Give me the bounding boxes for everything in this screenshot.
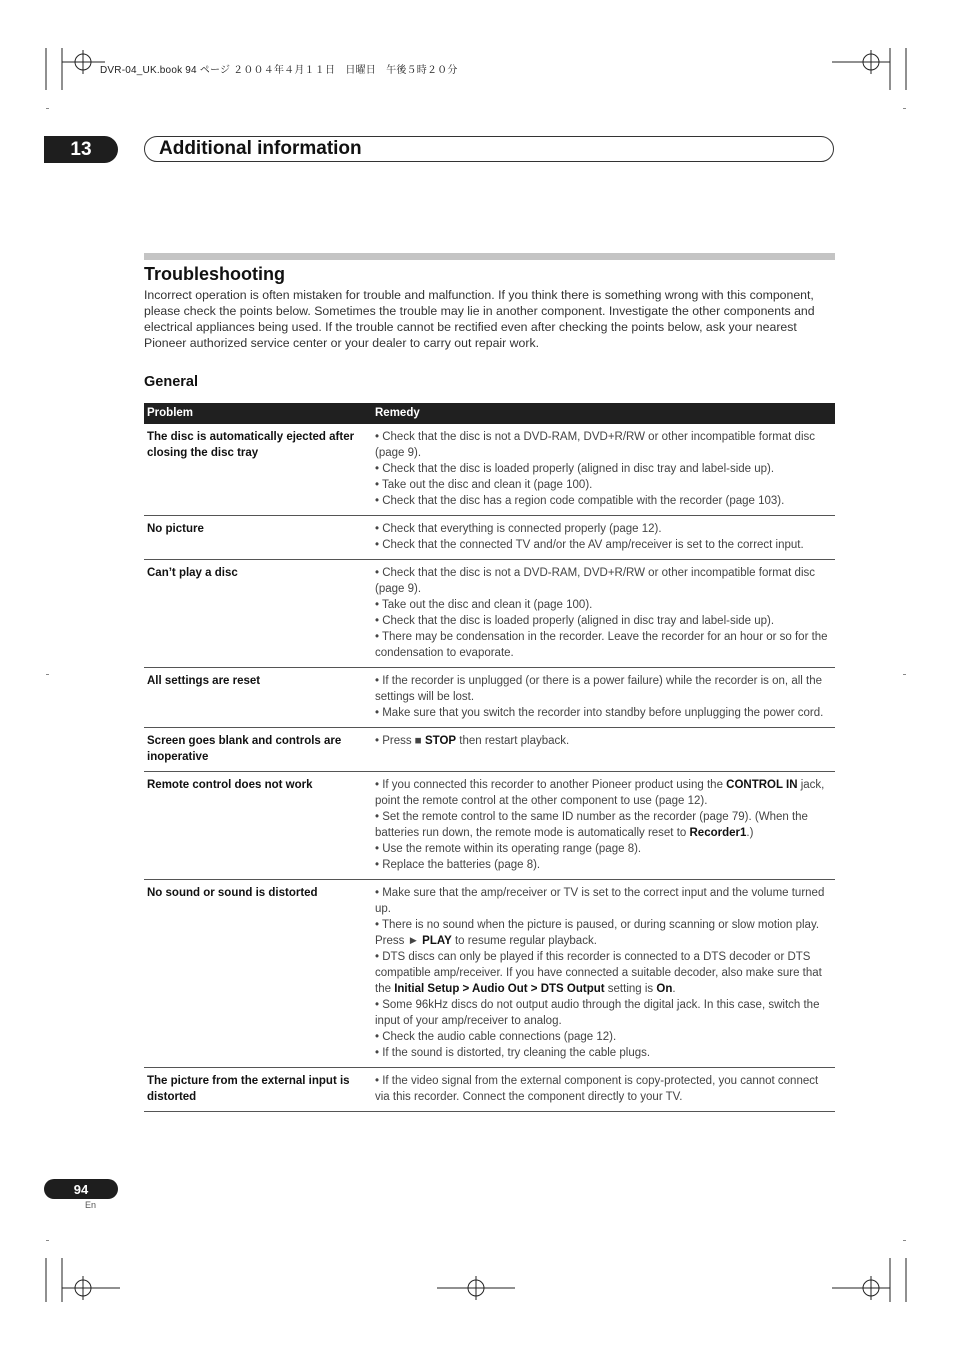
table-row xyxy=(144,424,835,516)
problem-column-header: Problem xyxy=(144,403,372,424)
remedy-text: • Check that the connected TV and/or the AV amp/receiver is set to the correct input. xyxy=(375,539,804,551)
remedy-text: • If the recorder is unplugged (or there is a power failure) while the recorder is on, all the settings will be lost. xyxy=(375,675,823,703)
remedy-text: .) xyxy=(746,827,754,839)
problem-cell: No sound or sound is distorted xyxy=(144,880,372,1068)
table-row xyxy=(144,516,835,560)
remedy-text: • Press ■ xyxy=(375,735,425,747)
remedy-text: • Set the remote control to the same ID number as the recorder (page 79). (When the batteries run down, the remote mode is automatically reset to xyxy=(375,811,808,839)
remedy-text: • Some 96kHz discs do not output audio through the digital jack. In this case, switch the input of your amp/receiver to analog. xyxy=(375,999,820,1027)
remedy-text: • If the video signal from the external component is copy-protected, you cannot connect via this recorder. Connect the component directly to your TV. xyxy=(375,1075,819,1103)
remedy-item xyxy=(375,777,832,809)
problem-cell: The picture from the external input is distorted xyxy=(144,1068,372,1112)
remedy-cell xyxy=(372,668,835,728)
table-header-row xyxy=(144,403,835,424)
remedy-item xyxy=(375,477,832,493)
table-row xyxy=(144,560,835,668)
remedy-cell xyxy=(372,560,835,668)
remedy-item xyxy=(375,809,832,841)
remedy-text: • Replace the batteries (page 8). xyxy=(375,859,541,871)
subsection-title: General xyxy=(144,374,198,390)
remedy-item xyxy=(375,705,832,721)
remedy-item xyxy=(375,997,832,1029)
problem-cell: Screen goes blank and controls are inoperative xyxy=(144,728,372,772)
remedy-cell xyxy=(372,516,835,560)
chapter-title: Additional information xyxy=(159,138,362,159)
remedy-cell xyxy=(372,772,835,880)
problem-cell: No picture xyxy=(144,516,372,560)
remedy-text: • If you connected this recorder to another Pioneer product using the xyxy=(375,779,727,791)
remedy-item xyxy=(375,461,832,477)
print-header: DVR-04_UK.book 94 ページ ２００４年４月１１日 日曜日 午後５時２０分 xyxy=(100,65,458,76)
section-intro: Incorrect operation is often mistaken for trouble and malfunction. If you think there is something wrong with this component, please check the points below. Sometimes the trouble may lie in another component. Investigate the other components and electrical appliances being used. If the trouble cannot be rectified even after checking the points below, ask your nearest Pioneer authorized service center or your dealer to carry out repair work. xyxy=(144,288,815,350)
problem-cell: Remote control does not work xyxy=(144,772,372,880)
remedy-item xyxy=(375,673,832,705)
remedy-text: • Check that the disc is not a DVD-RAM, DVD+R/RW or other incompatible format disc (page 9). xyxy=(375,431,816,459)
language-code: En xyxy=(85,1200,97,1210)
section-rule xyxy=(144,253,835,260)
remedy-cell xyxy=(372,880,835,1068)
remedy-item xyxy=(375,1045,832,1061)
remedy-item xyxy=(375,597,832,613)
remedy-text: . xyxy=(672,983,676,995)
troubleshooting-table xyxy=(144,403,835,1112)
problem-cell: The disc is automatically ejected after closing the disc tray xyxy=(144,424,372,516)
remedy-item xyxy=(375,521,832,537)
remedy-text: • Check the audio cable connections (page 12). xyxy=(375,1031,617,1043)
remedy-cell xyxy=(372,424,835,516)
remedy-text: • Check that the disc is loaded properly (aligned in disc tray and label-side up). xyxy=(375,615,775,627)
remedy-item xyxy=(375,565,832,597)
remedy-text: jack, point the remote control at the other component to use (page 12). xyxy=(375,779,825,807)
chapter-number-badge: 13 xyxy=(44,136,118,163)
remedy-text: • Check that the disc has a region code compatible with the recorder (page 103). xyxy=(375,495,785,507)
remedy-column-header: Remedy xyxy=(372,403,835,424)
remedy-cell xyxy=(372,728,835,772)
remedy-item xyxy=(375,629,832,661)
remedy-item xyxy=(375,949,832,997)
remedy-text: • DTS discs can only be played if this recorder is connected to a DTS decoder or DTS compatible amp/receiver. If you have connected a suitable decoder, also make sure that the xyxy=(375,951,822,995)
table-row xyxy=(144,668,835,728)
remedy-text: to resume regular playback. xyxy=(451,935,597,947)
remedy-emphasis: Initial Setup > Audio Out > DTS Output xyxy=(394,983,605,995)
remedy-emphasis: Recorder1 xyxy=(689,827,747,839)
remedy-text: • Make sure that you switch the recorder into standby before unplugging the power cord. xyxy=(375,707,824,719)
remedy-item xyxy=(375,885,832,917)
remedy-item xyxy=(375,917,832,949)
table-row xyxy=(144,880,835,1068)
remedy-emphasis: PLAY xyxy=(422,935,452,947)
remedy-text: • Use the remote within its operating range (page 8). xyxy=(375,843,642,855)
remedy-text: then restart playback. xyxy=(456,735,570,747)
remedy-text: • Check that the disc is not a DVD-RAM, DVD+R/RW or other incompatible format disc (page 9). xyxy=(375,567,816,595)
remedy-cell xyxy=(372,1068,835,1112)
problem-cell: All settings are reset xyxy=(144,668,372,728)
remedy-item xyxy=(375,429,832,461)
remedy-text: • Take out the disc and clean it (page 100). xyxy=(375,479,593,491)
remedy-item xyxy=(375,493,832,509)
section-title: Troubleshooting xyxy=(144,264,285,284)
remedy-text: • There is no sound when the picture is paused, or during scanning or slow motion play. Press ► xyxy=(375,919,820,947)
problem-cell: Can’t play a disc xyxy=(144,560,372,668)
remedy-item xyxy=(375,613,832,629)
remedy-item xyxy=(375,1073,832,1105)
remedy-text: • Check that everything is connected properly (page 12). xyxy=(375,523,662,535)
remedy-text: • If the sound is distorted, try cleaning the cable plugs. xyxy=(375,1047,651,1059)
remedy-emphasis: STOP xyxy=(424,735,457,747)
remedy-item xyxy=(375,537,832,553)
remedy-emphasis: CONTROL IN xyxy=(726,779,798,791)
remedy-text: • Check that the disc is loaded properly (aligned in disc tray and label-side up). xyxy=(375,463,775,475)
remedy-item xyxy=(375,1029,832,1045)
chapter-title-bar xyxy=(144,136,834,162)
remedy-item xyxy=(375,857,832,873)
table-row xyxy=(144,728,835,772)
table-row xyxy=(144,772,835,880)
remedy-item xyxy=(375,841,832,857)
remedy-text: • There may be condensation in the recorder. Leave the recorder for an hour or so for the condensation to evaporate. xyxy=(375,631,828,659)
table-row xyxy=(144,1068,835,1112)
remedy-text: • Make sure that the amp/receiver or TV is set to the correct input and the volume turned up. xyxy=(375,887,825,915)
remedy-emphasis: On xyxy=(656,983,673,995)
remedy-item xyxy=(375,733,832,749)
page-number: 94 xyxy=(44,1179,118,1199)
remedy-text: • Take out the disc and clean it (page 100). xyxy=(375,599,593,611)
remedy-text: setting is xyxy=(604,983,657,995)
